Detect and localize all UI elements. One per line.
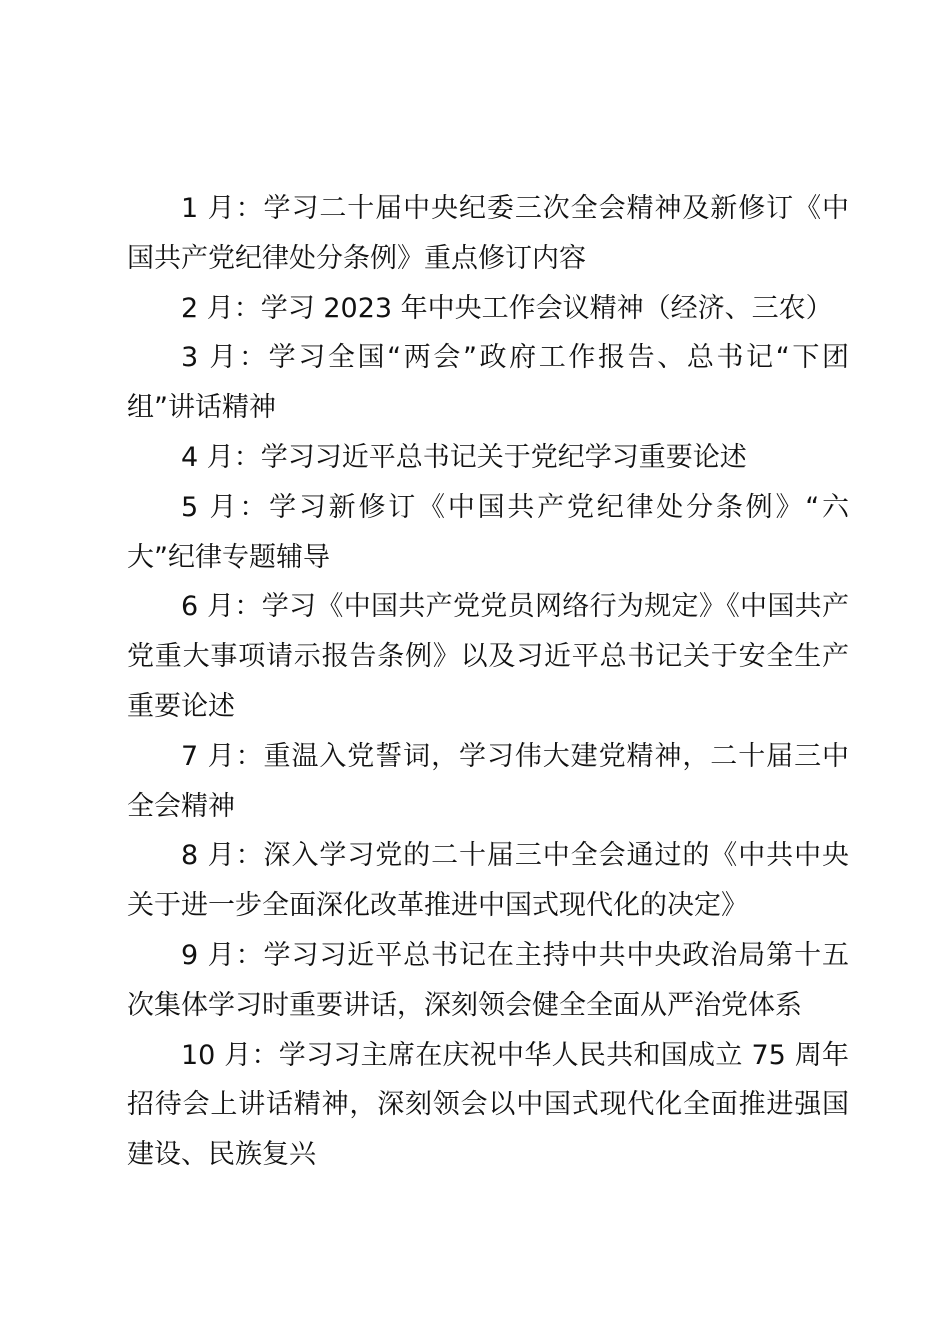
paragraph-march: 3 月：学习全国“两会”政府工作报告、总书记“下团组”讲话精神 bbox=[127, 342, 849, 424]
paragraph-april: 4 月：学习习近平总书记关于党纪学习重要论述 bbox=[181, 441, 747, 473]
paragraph-october: 10 月：学习习主席在庆祝中华人民共和国成立 75 周年招待会上讲话精神，深刻领会以中国式现代化全面推进强国建设、民族复兴 bbox=[127, 1039, 849, 1171]
paragraph-june: 6 月：学习《中国共产党党员网络行为规定》《中国共产党重大事项请示报告条例》以及习近平总书记关于安全生产重要论述 bbox=[127, 591, 849, 722]
paragraph-july: 7 月：重温入党誓词，学习伟大建党精神，二十届三中全会精神 bbox=[127, 740, 849, 822]
paragraph-may: 5 月：学习新修订《中国共产党纪律处分条例》“六大”纪律专题辅导 bbox=[127, 491, 849, 573]
paragraph-september: 9 月：学习习近平总书记在主持中共中央政治局第十五次集体学习时重要讲话，深刻领会健全全面从严治党体系 bbox=[127, 939, 849, 1021]
paragraph-january: 1 月：学习二十届中央纪委三次全会精神及新修订《中国共产党纪律处分条例》重点修订内容 bbox=[127, 193, 849, 274]
paragraph-august: 8 月：深入学习党的二十届三中全会通过的《中共中央关于进一步全面深化改革推进中国式现代化的决定》 bbox=[127, 840, 849, 922]
document-body bbox=[127, 184, 849, 1180]
paragraph-february: 2 月：学习 2023 年中央工作会议精神（经济、三农） bbox=[181, 292, 833, 324]
